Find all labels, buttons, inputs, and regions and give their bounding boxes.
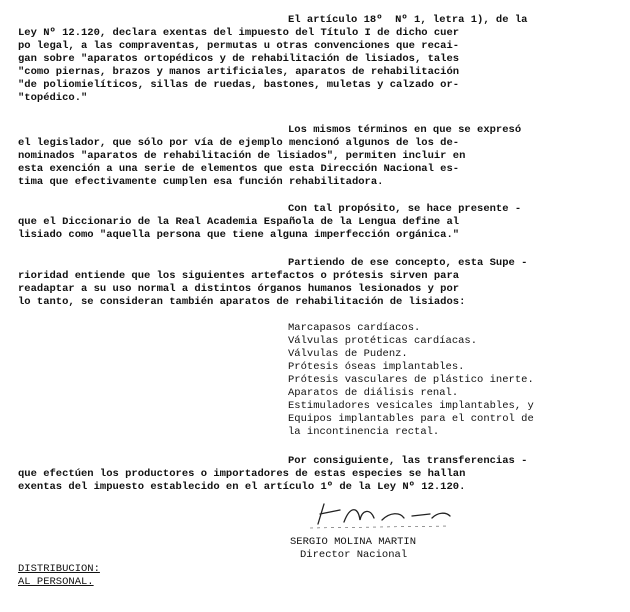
- paragraph-2-line-3: nominados "aparatos de rehabilitación de lisiados", permiten incluir en: [18, 150, 466, 162]
- paragraph-4-line-2: rioridad entiende que los siguientes artefactos o prótesis sirven para: [18, 270, 460, 282]
- paragraph-1-line-7: "topédico.": [18, 92, 88, 104]
- paragraph-4-line-1: Partiendo de ese concepto, esta Supe -: [288, 257, 528, 269]
- list-item: Estimuladores vesicales implantables, y: [288, 400, 534, 412]
- paragraph-1-line-3: po legal, a las compraventas, permutas u otras convenciones que recai-: [18, 40, 460, 52]
- list-item: Prótesis óseas implantables.: [288, 361, 465, 373]
- list-item: la incontinencia rectal.: [288, 426, 440, 438]
- paragraph-4-line-4: lo tanto, se consideran también aparatos de rehabilitación de lisiados:: [18, 296, 466, 308]
- paragraph-1-line-1: El artículo 18º Nº 1, letra 1), de la: [288, 14, 528, 26]
- paragraph-1-line-4: gan sobre "aparatos ortopédicos y de rehabilitación de lisiados, tales: [18, 53, 460, 65]
- paragraph-5-line-3: exentas del impuesto establecido en el artículo 1º de la Ley Nº 12.120.: [18, 481, 466, 493]
- list-item: Aparatos de diálisis renal.: [288, 387, 459, 399]
- paragraph-2-line-1: Los mismos términos en que se expresó: [288, 124, 522, 136]
- paragraph-3-line-1: Con tal propósito, se hace presente -: [288, 203, 522, 215]
- paragraph-1-line-2: Ley Nº 12.120, declara exentas del impuesto del Título I de dicho cuer: [18, 27, 460, 39]
- signatory-title: Director Nacional: [300, 549, 408, 561]
- list-item: Válvulas de Pudenz.: [288, 348, 408, 360]
- list-item: Válvulas protéticas cardíacas.: [288, 335, 478, 347]
- paragraph-2-line-4: esta exención a una serie de elementos que esta Dirección Nacional es-: [18, 163, 460, 175]
- paragraph-5-line-2: que efectúen los productores o importadores de estas especies se hallan: [18, 468, 466, 480]
- list-item: Prótesis vasculares de plástico inerte.: [288, 374, 534, 386]
- distribution-recipient: AL PERSONAL.: [18, 576, 94, 588]
- list-item: Equipos implantables para el control de: [288, 413, 534, 425]
- list-item: Marcapasos cardíacos.: [288, 322, 421, 334]
- paragraph-3-line-2: que el Diccionario de la Real Academia Española de la Lengua define al: [18, 216, 460, 228]
- paragraph-5-line-1: Por consiguiente, las transferencias -: [288, 455, 528, 467]
- handwritten-signature: [300, 500, 460, 534]
- paragraph-2-line-2: el legislador, que sólo por vía de ejemplo mencionó algunos de los de-: [18, 137, 460, 149]
- paragraph-4-line-3: readaptar a su uso normal a distintos órganos humanos lesionados y por: [18, 283, 460, 295]
- paragraph-1-line-6: "de poliomielíticos, sillas de ruedas, bastones, muletas y calzado or-: [18, 79, 460, 91]
- paragraph-3-line-3: lisiado como "aquella persona que tiene alguna imperfección orgánica.": [18, 229, 460, 241]
- paragraph-1-line-5: "como piernas, brazos y manos artificiales, aparatos de rehabilitación: [18, 66, 460, 78]
- paragraph-2-line-5: tima que efectivamente cumplen esa función rehabilitadora.: [18, 176, 384, 188]
- distribution-heading: DISTRIBUCION:: [18, 563, 100, 575]
- signatory-name: SERGIO MOLINA MARTIN: [290, 536, 417, 548]
